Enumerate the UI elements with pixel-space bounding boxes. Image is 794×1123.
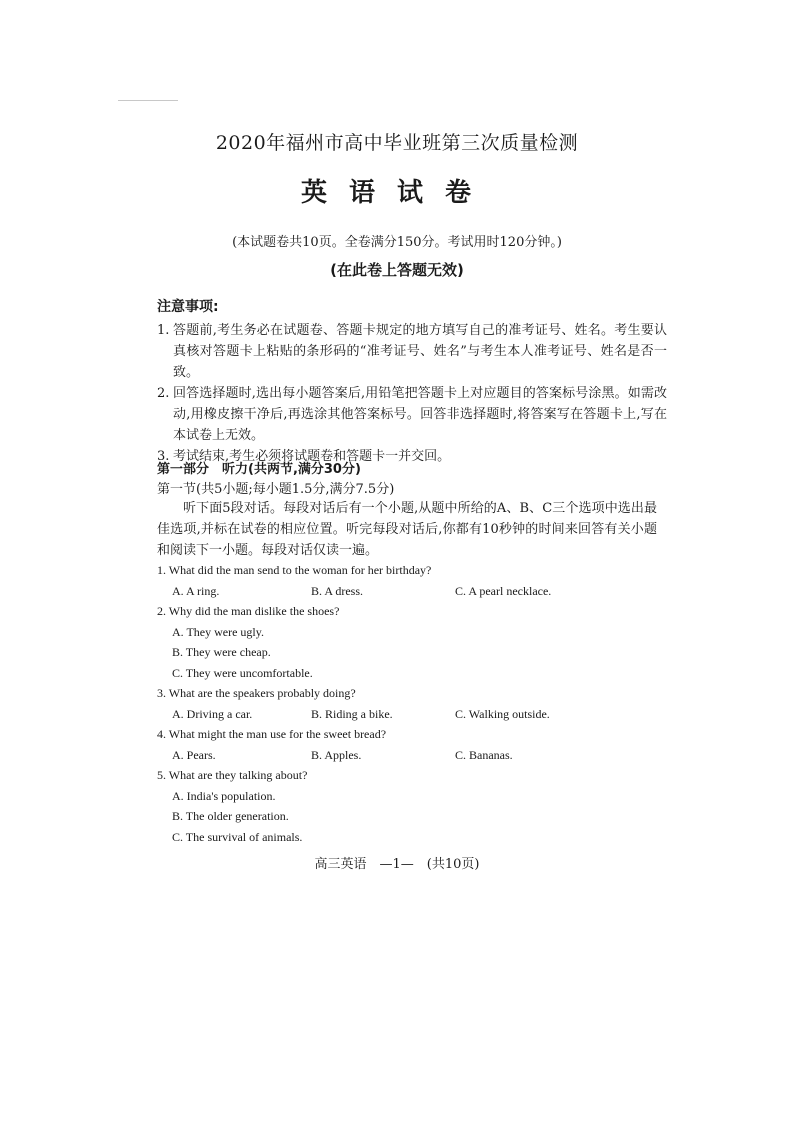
question-4	[157, 724, 677, 765]
question-stem: 5. What are they talking about?	[157, 768, 308, 782]
notice-heading: 注意事项:	[157, 299, 219, 315]
notice-list	[157, 320, 667, 467]
option-a: A. A ring.	[172, 583, 220, 598]
notice-item-text: 考试结束,考生必须将试题卷和答题卡一并交回。	[173, 449, 451, 464]
option-a: A. They were ugly.	[172, 624, 264, 639]
option-a: A. Pears.	[172, 747, 216, 762]
option-c: C. They were uncomfortable.	[172, 665, 313, 680]
notice-item	[157, 320, 667, 383]
question-stem: 4. What might the man use for the sweet bread?	[157, 727, 387, 741]
notice-item-number: 3.	[157, 449, 170, 464]
notice-item	[157, 383, 667, 446]
question-stem: 2. Why did the man dislike the shoes?	[157, 604, 340, 618]
invalid-note: (在此卷上答题无效)	[330, 261, 464, 279]
option-b: B. The older generation.	[172, 809, 289, 823]
listening-instructions: 听下面5段对话。每段对话后有一个小题,从题中所给的A、B、C三个选项中选出最佳选项,并标在试卷的相应位置。听完每段对话后,你都有10秒钟的时间来回答有关小题和阅读下一小题。每段对话仅读一遍。	[157, 501, 657, 558]
option-b: B. Apples.	[311, 747, 362, 762]
question-2	[157, 601, 677, 683]
option-c: C. The survival of animals.	[172, 829, 303, 844]
section1-heading: 第一节(共5小题;每小题1.5分,满分7.5分)	[157, 482, 395, 497]
question-5	[157, 765, 677, 847]
question-1	[157, 560, 677, 601]
subject-title: 英语试卷	[300, 178, 493, 208]
question-stem: 1. What did the man send to the woman for her birthday?	[157, 563, 432, 577]
option-b: B. Riding a bike.	[311, 706, 393, 721]
option-a: A. India's population.	[172, 788, 276, 803]
exam-title: 2020年福州市高中毕业班第三次质量检测	[215, 132, 579, 154]
notice-item-number: 2.	[157, 386, 170, 401]
option-c: C. Bananas.	[455, 747, 513, 762]
notice-item-number: 1.	[157, 323, 170, 338]
option-b: B. They were cheap.	[172, 645, 271, 659]
option-b: B. A dress.	[311, 583, 364, 598]
exam-info: (本试题卷共10页。全卷满分150分。考试用时120分钟。)	[232, 235, 562, 250]
question-3	[157, 683, 677, 724]
options-row	[157, 745, 677, 766]
notice-item-text: 答题前,考生务必在试题卷、答题卡规定的地方填写自己的准考证号、姓名。考生要认真核对答题卡上粘贴的条形码的“准考证号、姓名”与考生本人准考证号、姓名是否一致。	[173, 323, 667, 380]
scan-mark	[118, 100, 178, 101]
notice-item-text: 回答选择题时,选出每小题答案后,用铅笔把答题卡上对应题目的答案标号涂黑。如需改动,用橡皮擦干净后,再选涂其他答案标号。回答非选择题时,将答案写在答题卡上,写在本试卷上无效。	[173, 386, 667, 443]
option-c: C. Walking outside.	[455, 706, 550, 721]
page-footer: 高三英语 —1— (共10页)	[314, 857, 480, 872]
options-row	[157, 704, 677, 725]
question-list	[157, 560, 677, 847]
question-stem: 3. What are the speakers probably doing?	[157, 686, 356, 700]
part1-heading: 第一部分 听力(共两节,满分30分)	[157, 462, 361, 477]
option-a: A. Driving a car.	[172, 706, 253, 721]
options-row	[157, 581, 677, 602]
option-c: C. A pearl necklace.	[455, 583, 552, 598]
